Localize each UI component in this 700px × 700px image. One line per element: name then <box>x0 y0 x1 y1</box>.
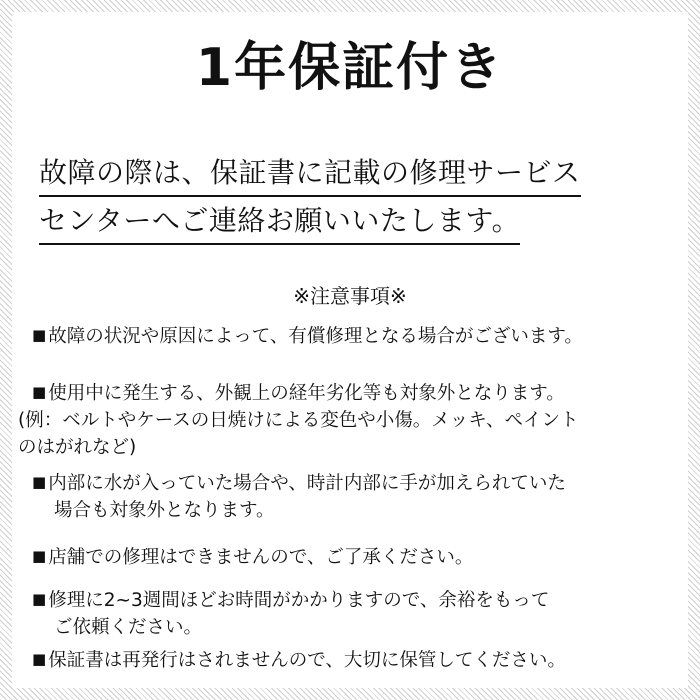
bullet-icon: ■ <box>32 326 47 344</box>
note-3-line-2: 場合も対象外となります。 <box>54 500 275 521</box>
warranty-card <box>12 12 688 688</box>
note-item-5 <box>32 586 688 641</box>
note-1-text-1: 故障の状況や原因によって、有償修理となる場合がございます。 <box>48 326 583 347</box>
note-item-3 <box>32 469 688 524</box>
note-6-line-1 <box>32 646 688 674</box>
intro-line-2: センターへご連絡お願いいたします。 <box>39 199 520 245</box>
note-5-line-1 <box>32 586 688 614</box>
note-item-1 <box>32 322 688 350</box>
note-item-2 <box>18 379 688 461</box>
note-2-line-2: (例：ベルトやケースの日焼けによる変色や小傷。メッキ、ペイント <box>18 410 579 431</box>
note-6-text-1: 保証書は再発行はされませんので、大切に保管してください。 <box>48 650 566 671</box>
note-item-6 <box>32 646 688 674</box>
note-3-text-1: 内部に水が入っていた場合や、時計内部に手が加えられていた <box>48 473 566 494</box>
note-2-line-1 <box>32 379 688 407</box>
note-3-line-1 <box>32 469 688 497</box>
note-5-text-1: 修理に2~3週間ほどお時間がかかりますので、余裕をもって <box>48 590 550 611</box>
bullet-icon: ■ <box>32 650 47 668</box>
intro-line-1: 故障の際は、保証書に記載の修理サービス <box>39 151 581 197</box>
note-2-line-3: のはがれなど) <box>18 437 137 458</box>
page-title: 1年保証付き <box>195 38 505 98</box>
bullet-icon: ■ <box>32 590 47 608</box>
note-5-line-2: ご依頼ください。 <box>54 617 203 638</box>
notes-heading: ※注意事項※ <box>293 284 407 308</box>
note-2-text-1: 使用中に発生する、外観上の経年劣化等も対象外となります。 <box>48 383 565 404</box>
note-1-line-1 <box>32 322 688 350</box>
bullet-icon: ■ <box>32 473 47 491</box>
bullet-icon: ■ <box>32 383 47 401</box>
intro-text <box>39 149 679 245</box>
bullet-icon: ■ <box>32 547 47 565</box>
note-item-4 <box>32 543 688 571</box>
note-4-line-1 <box>32 543 688 571</box>
note-4-text-1: 店舗での修理はできませんので、ご了承ください。 <box>48 547 474 568</box>
